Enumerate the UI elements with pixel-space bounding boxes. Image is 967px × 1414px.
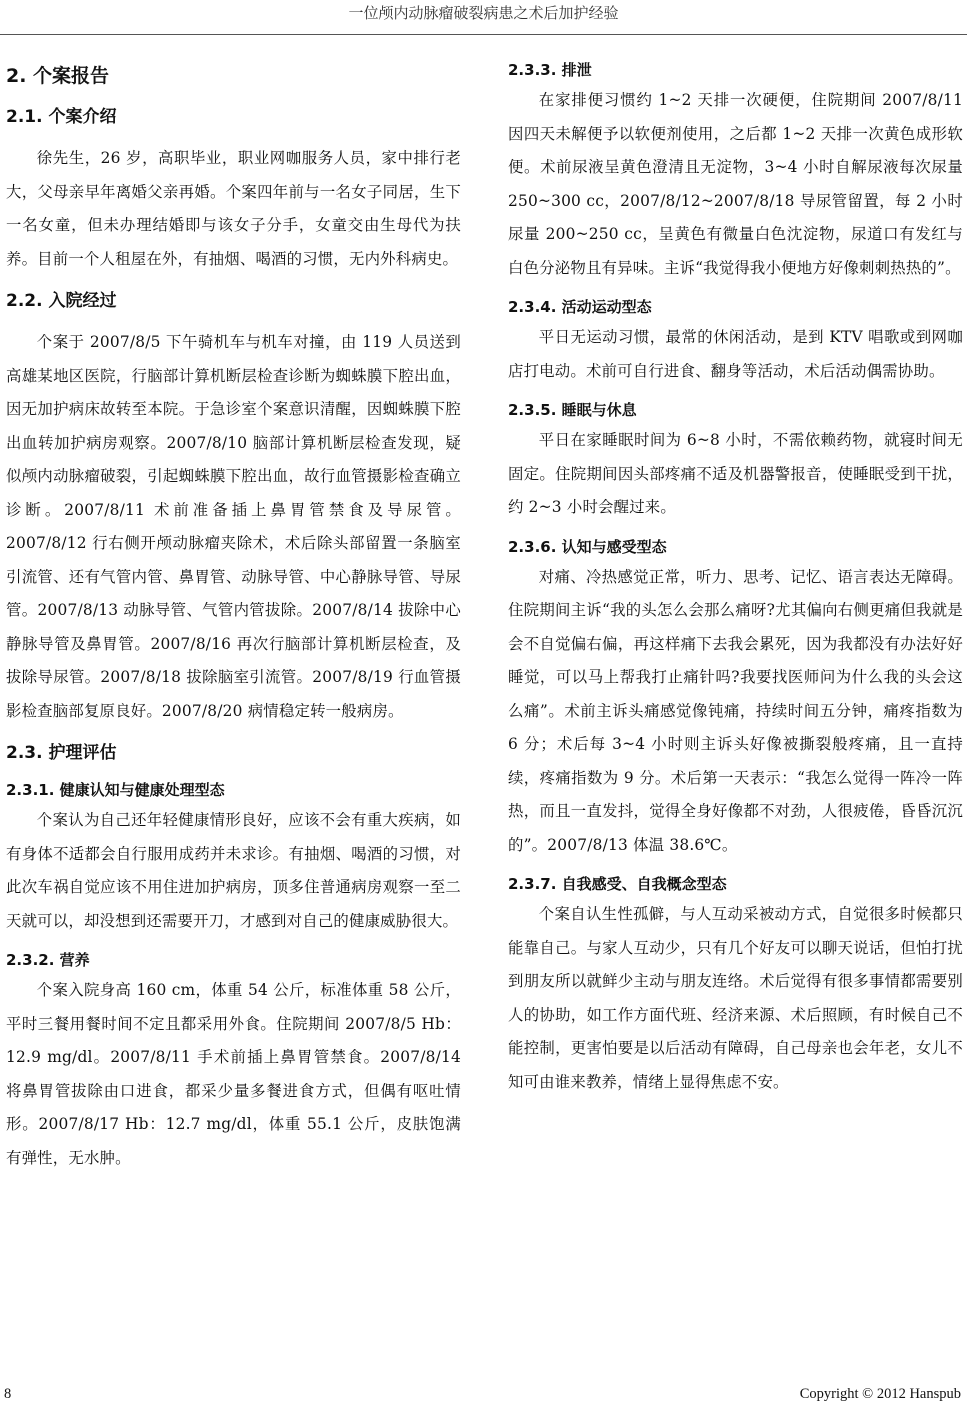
paragraph-sleep-rest: 平日在家睡眠时间为 6~8 小时，不需依赖药物，就寝时间无固定。住院期间因头部疼痛不适及机器警报音，使睡眠受到干扰，约 2~3 小时会醒过来。	[508, 431, 963, 516]
paragraph-activity-exercise: 平日无运动习惯，最常的休闲活动，是到 KTV 唱歌或到网咖店打电动。术前可自行进食、翻身等活动，术后活动偶需协助。	[508, 328, 963, 380]
subsection-heading-nursing-assessment: 2.3. 护理评估	[6, 743, 117, 763]
running-header-title: 一位颅内动脉瘤破裂病患之术后加护经验	[348, 4, 619, 22]
heading-cognition-perception: 2.3.6. 认知与感受型态	[508, 537, 667, 556]
heading-self-perception: 2.3.7. 自我感受、自我概念型态	[508, 875, 727, 893]
paragraph-case-intro: 徐先生，26 岁，高职毕业，职业网咖服务人员，家中排行老大，父母亲早年离婚父亲再婚。个案四年前与一名女子同居，生下一名女童，但未办理结婚即与该女子分手，女童交由生母代为扶养。目前一个人租屋在外，有抽烟、喝酒的习惯，无内外科病史。	[6, 149, 461, 268]
paragraph-admission: 个案于 2007/8/5 下午骑机车与机车对撞，由 119 人员送到高雄某地区医院，行脑部计算机断层检查诊断为蜘蛛膜下腔出血，因无加护病床故转至本院。于急诊室个案意识清醒，因蜘蛛膜下腔出血转加护病房观察。2007/8/10 脑部计算机断层检查发现，疑似颅内动脉瘤破裂，引起蜘蛛膜下腔出血，故行血管摄影检查确立诊断。2007/8/11 术前准备插上鼻胃管禁食及导尿管。2007/8/12 行右侧开颅动脉瘤夹除术，术后除头部留置一条脑室引流管、还有气管内管、鼻胃管、动脉导管、中心静脉导管、导尿管。2007/8/13 动脉导管、气管内管拔除。2007/8/14 拔除中心静脉导管及鼻胃管。2007/8/16 再次行脑部计算机断层检查，及拔除导尿管。2007/8/18 拔除脑室引流管。2007/8/19 行血管摄影检查脑部复原良好。2007/8/20 病情稳定转一般病房。	[6, 333, 461, 720]
right-column	[508, 54, 963, 1109]
subsection-heading-case-intro: 2.1. 个案介绍	[6, 107, 117, 127]
paragraph-elimination: 在家排便习惯约 1~2 天排一次硬便，住院期间 2007/8/11 因四天未解便予以软便剂使用，之后都 1~2 天排一次黄色成形软便。术前尿液呈黄色澄清且无淀物，3~4 小时自解尿液每次尿量 250~300 cc，2007/8/12~2007/8/18 导尿管留置，每 2 小时尿量 200~250 cc，呈黄色有微量白色沈淀物，尿道口有发红与白色分泌物且有异味。主诉“我觉得我小便地方好像刺刺热热的”。	[508, 91, 963, 277]
running-header	[0, 0, 967, 35]
heading-elimination: 2.3.3. 排泄	[508, 61, 592, 79]
copyright-notice: Copyright © 2012 Hanspub	[799, 1386, 961, 1402]
subsection-heading-admission: 2.2. 入院经过	[6, 291, 117, 311]
paragraph-self-perception: 个案自认生性孤僻，与人互动采被动方式，自觉很多时候都只能靠自己。与家人互动少，只有几个好友可以聊天说话，但怕打扰到朋友所以就鲜少主动与朋友连络。术后觉得有很多事情都需要别人的协助，如工作方面代班、经济来源、术后照顾，有时候自己不能控制，更害怕要是以后活动有障碍，自己母亲也会年老，女儿不知可由谁来教养，情绪上显得焦虑不安。	[508, 905, 963, 1091]
heading-activity-exercise: 2.3.4. 活动运动型态	[508, 298, 652, 316]
heading-health-perception: 2.3.1. 健康认知与健康处理型态	[6, 781, 225, 799]
page-footer	[0, 1386, 967, 1410]
paragraph-cognition-perception: 对痛、冷热感觉正常，听力、思考、记忆、语言表达无障碍。住院期间主诉“我的头怎么会那么痛呀?尤其偏向右侧更痛但我就是会不自觉偏右偏，再这样痛下去我会累死，因为我都没有办法好好睡觉，可以马上帮我打止痛针吗?我要找医师问为什么我的头会这么痛”。术前主诉头痛感觉像钝痛，持续时间五分钟，痛疼指数为 6 分；术后每 3~4 小时则主诉头好像被撕裂般疼痛，且一直持续，疼痛指数为 9 分。术后第一天表示：“我怎么觉得一阵冷一阵热，而且一直发抖，觉得全身好像都不对劲，人很疲倦，昏昏沉沉的”。2007/8/13 体温 38.6℃。	[508, 567, 963, 854]
section-heading-case-report: 2. 个案报告	[6, 65, 110, 87]
page-number: 8	[4, 1386, 12, 1402]
paragraph-nutrition: 个案入院身高 160 cm，体重 54 公斤，标准体重 58 公斤，平时三餐用餐时间不定且都采用外食。住院期间 2007/8/5 Hb：12.9 mg/dl。2007/8/11 手术前插上鼻胃管禁食。2007/8/14 将鼻胃管拔除由口进食，都采少量多餐进食方式，但偶有呕吐情形。2007/8/17 Hb：12.7 mg/dl，体重 55.1 公斤，皮肤饱满有弹性，无水肿。	[6, 981, 461, 1167]
paragraph-health-perception: 个案认为自己还年轻健康情形良好，应该不会有重大疾病，如有身体不适都会自行服用成药并未求诊。有抽烟、喝酒的习惯，对此次车祸自觉应该不用住进加护病房，顶多住普通病房观察一至二天就可以，却没想到还需要开刀，才感到对自己的健康威胁很大。	[6, 811, 461, 930]
heading-nutrition: 2.3.2. 营养	[6, 951, 90, 969]
heading-sleep-rest: 2.3.5. 睡眠与休息	[508, 401, 637, 419]
left-column	[6, 54, 461, 1185]
